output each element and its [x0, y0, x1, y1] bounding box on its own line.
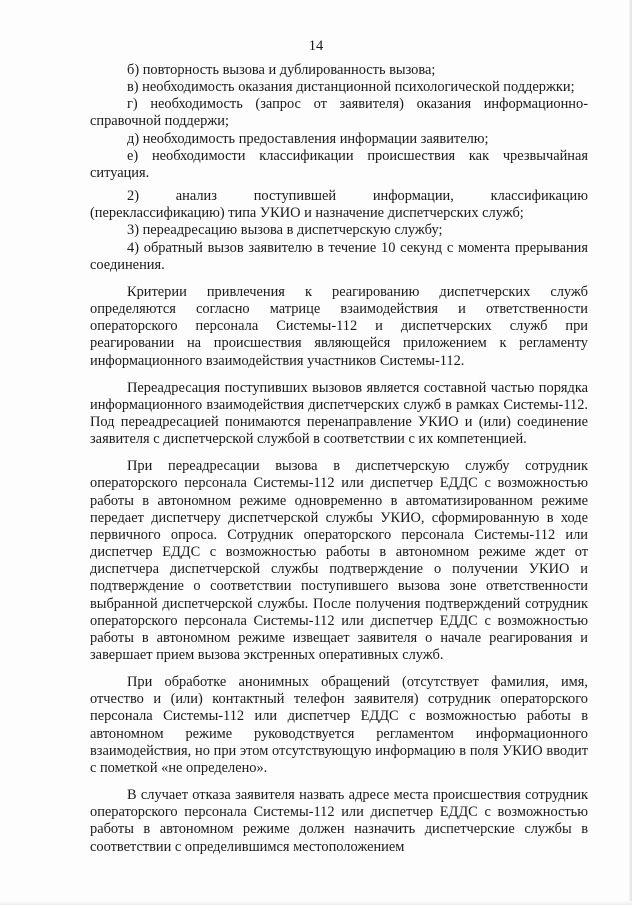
paragraph-address-refusal: В случает отказа заявителя назвать адресе места происшествия сотрудник операторского персонала Системы-112 или диспетчер ЕДДС с возможностью работы в автономном режиме должен назначить диспетчерские службы в соответствии с определившимся местоположением	[90, 787, 588, 855]
paragraph-item-g: г) необходимость (запрос от заявителя) оказания информационно-справочной поддержи;	[90, 96, 588, 130]
paragraph-criteria: Критерии привлечения к реагированию диспетчерских служб определяются согласно матрице взаимодействия и ответственности операторского персонала Системы-112 и диспетчерских служб при реагировании на происшествия являющейся приложением к регламенту информационного взаимодействия участников Системы-112.	[90, 283, 588, 369]
paragraph-item-b: б) повторность вызова и дублированность вызова;	[127, 62, 436, 78]
page-number: 14	[308, 38, 324, 54]
paragraph-redirection-procedure: При переадресации вызова в диспетчерскую службу сотрудник операторского персонала Системы-112 или диспетчер ЕДДС с возможностью работы в автономном режиме одновременно в автоматизированном режиме передает диспетчеру диспетчерской службы УКИО, сформированную в ходе первичного опроса. Сотрудник операторского персонала Системы-112 или диспетчер ЕДДС с возможностью работы в автономном режиме ждет от диспетчера диспетчерской службы подтверждение о получении УКИО и подтверждение о соответствии поступившего вызова зоне ответственности выбранной диспетчерской службы. После получения подтверждений сотрудник операторского персонала Системы-112 или диспетчер ЕДДС с возможностью работы в автономном режиме извещает заявителя о начале реагирования и завершает прием вызова экстренных оперативных служб.	[90, 458, 588, 663]
paragraph-item-v: в) необходимость оказания дистанционной психологической поддержки;	[127, 79, 575, 96]
paragraph-item-d: д) необходимость предоставления информации заявителю;	[127, 130, 489, 147]
scan-edge-bottom	[0, 901, 632, 905]
paragraph-item-3: 3) переадресацию вызова в диспетчерскую службу;	[127, 222, 443, 239]
paragraph-anonymous-calls: При обработке анонимных обращений (отсутствует фамилия, имя, отчество и (или) контактный телефон заявителя) сотрудник операторского персонала Системы-112 или диспетчер ЕДДС с возможностью работы в автономном режиме руководствуется регламентом информационного взаимодействия, но при этом отсутствующую информацию в поля УКИО вводит с пометкой «не определено».	[90, 674, 588, 776]
paragraph-item-2: 2) анализ поступившей информации, классификацию (переклассификацию) типа УКИО и назначение диспетчерских служб;	[90, 188, 588, 222]
paragraph-redirection: Переадресация поступивших вызовов является составной частью порядка информационного взаимодействия диспетчерских служб в рамках Системы-112. Под переадресацией понимаются перенаправление УКИО и (или) соединение заявителя с диспетчерской службой в соответствии с их компетенцией.	[90, 379, 588, 448]
document-body	[90, 62, 588, 856]
paragraph-item-e: е) необходимости классификации происшествия как чрезвычайная ситуация.	[90, 147, 588, 181]
paragraph-item-4: 4) обратный вызов заявителю в течение 10 секунд с момента прерывания соединения.	[90, 239, 588, 273]
